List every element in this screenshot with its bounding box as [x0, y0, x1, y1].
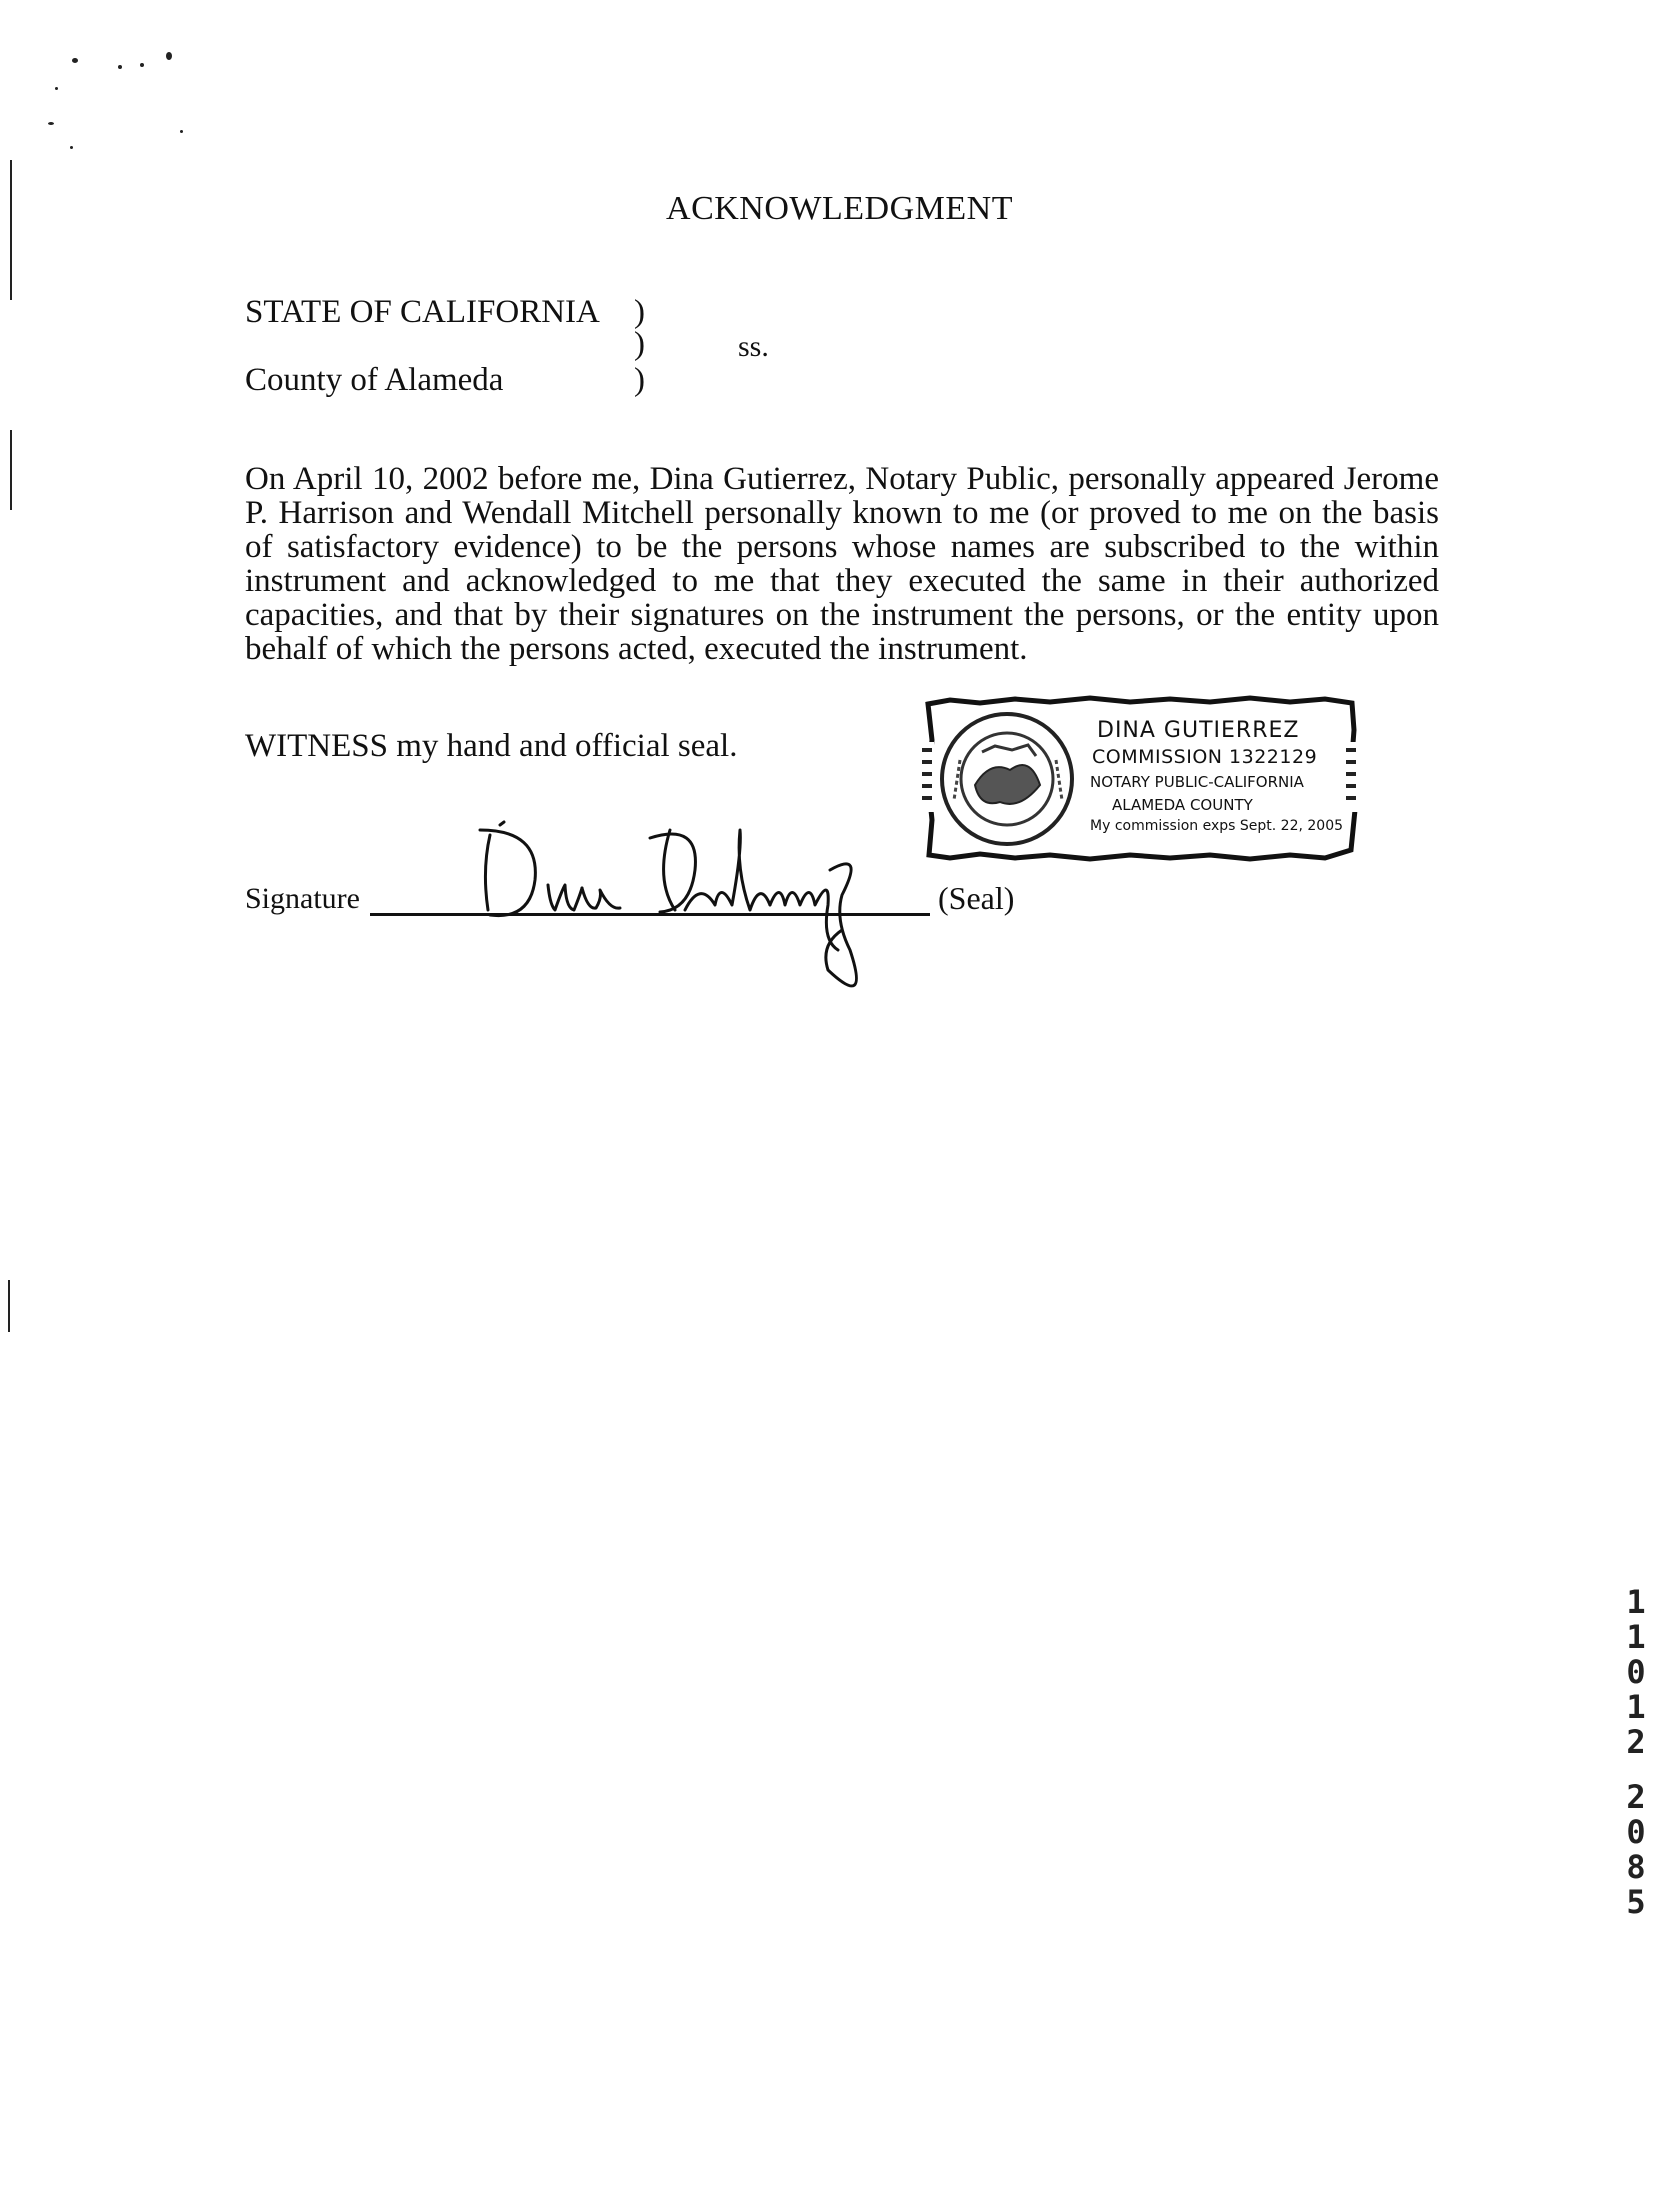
witness-statement: WITNESS my hand and official seal.: [245, 728, 738, 764]
venue-paren: ): [634, 294, 645, 330]
document-title: ACKNOWLEDGMENT: [666, 190, 1013, 227]
scan-speck: [140, 63, 144, 67]
venue-paren: ): [634, 362, 645, 398]
venue-paren: ): [634, 326, 645, 362]
stamp-notary-name: DINA GUTIERREZ: [1097, 718, 1300, 743]
stamp-title: NOTARY PUBLIC-CALIFORNIA: [1090, 773, 1304, 791]
margin-scan-mark: [8, 1280, 10, 1332]
stamp-county: ALAMEDA COUNTY: [1112, 796, 1253, 814]
document-number-digit: 1: [1626, 1583, 1646, 1621]
stamp-expiration: My commission exps Sept. 22, 2005: [1090, 818, 1344, 834]
acknowledgment-body: On April 10, 2002 before me, Dina Gutierrez, Notary Public, personally appeared Jerome P. Harrison and Wendall Mitchell personally known to me (or proved to me on the basis of satisfactory evidence) to be the persons whose names are subscribed to the within instrument and acknowledged to me that they executed the same in their authorized capacities, and that by their signatures on the instrument the persons, or the entity upon behalf of which the persons acted, executed the instrument.: [245, 461, 1439, 667]
document-number-digit: 2: [1626, 1723, 1646, 1761]
scan-speck: [166, 52, 172, 60]
document-number-digit: 8: [1626, 1848, 1646, 1886]
scan-speck: [118, 65, 122, 69]
document-number-digit: 5: [1626, 1883, 1646, 1921]
document-number-digit: 0: [1626, 1653, 1646, 1691]
margin-scan-mark: [10, 160, 12, 300]
scan-speck: [48, 122, 54, 125]
seal-label: (Seal): [938, 880, 1015, 916]
ss-abbreviation: ss.: [738, 330, 769, 363]
county-line: County of Alameda: [245, 362, 504, 398]
signature-label: Signature: [245, 882, 360, 915]
document-number-digit: 1: [1626, 1618, 1646, 1656]
state-line: STATE OF CALIFORNIA: [245, 294, 600, 330]
margin-scan-mark: [10, 430, 12, 510]
scan-speck: [55, 87, 58, 90]
scan-speck: [180, 130, 183, 133]
document-number-digit: 0: [1626, 1813, 1646, 1851]
document-number: [1618, 1585, 1654, 1920]
document-number-digit: 1: [1626, 1688, 1646, 1726]
handwritten-signature: [470, 810, 950, 990]
document-number-digit: 2: [1626, 1778, 1646, 1816]
scan-speck: [70, 146, 73, 149]
scan-speck: [72, 58, 78, 63]
stamp-commission-number: COMMISSION 1322129: [1092, 746, 1318, 768]
